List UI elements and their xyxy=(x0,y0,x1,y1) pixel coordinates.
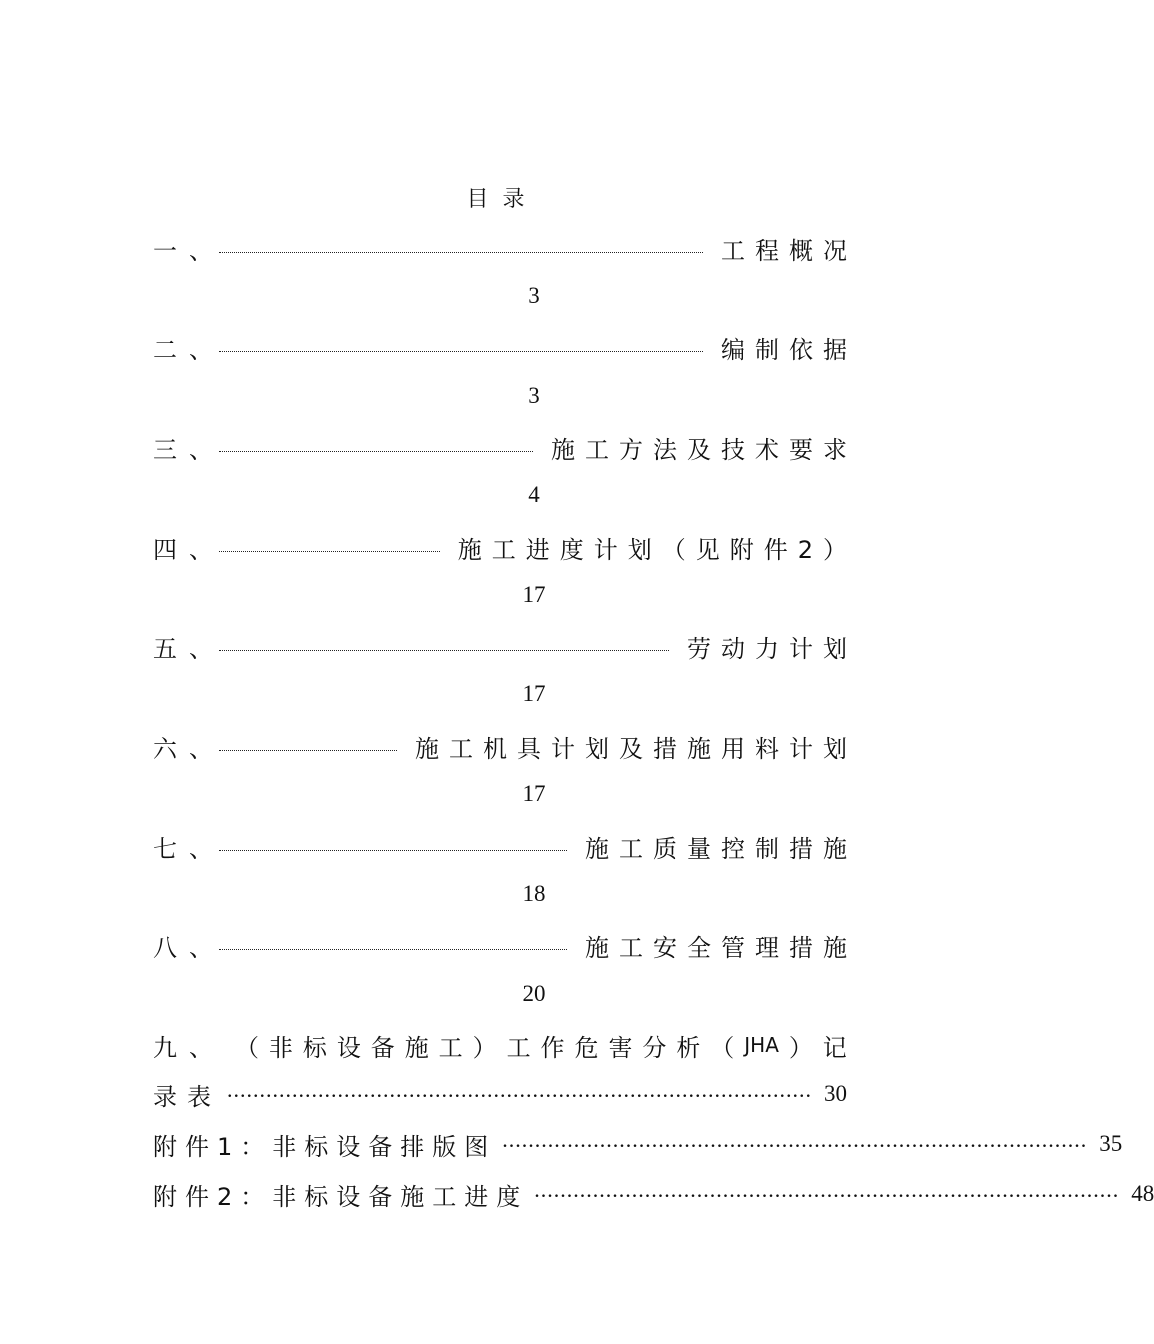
entry-label: 施工质量控制措施 xyxy=(585,834,857,863)
dot-leader: .......................................................................................... xyxy=(227,1077,812,1102)
entry-number: 九、 xyxy=(153,1033,225,1062)
toc-entry-9-line2[interactable] xyxy=(153,1074,847,1114)
entry-char: ） xyxy=(788,1033,813,1062)
toc-entry[interactable] xyxy=(153,925,857,965)
entry-char: 记 xyxy=(822,1033,847,1062)
toc-appendix-entry[interactable] xyxy=(153,1124,1123,1164)
entry-number: 六、 xyxy=(153,734,225,763)
entry-label: 工程概况 xyxy=(721,236,857,265)
entry-char: 工 xyxy=(506,1033,531,1062)
appendix-page-number: 35 xyxy=(1099,1131,1123,1156)
dot-leader: .......................................................................................... xyxy=(534,1177,1120,1202)
toc-entry[interactable] xyxy=(153,626,857,666)
entry-char: 施 xyxy=(404,1033,429,1062)
entry-number: 四、 xyxy=(153,535,225,564)
toc-entry[interactable] xyxy=(153,726,857,766)
entry-page-number: 3 xyxy=(528,283,540,308)
entry-char: 分 xyxy=(642,1033,667,1062)
toc-appendix-entry[interactable] xyxy=(153,1174,1154,1214)
entry-page-number: 4 xyxy=(528,482,540,507)
dot-leader xyxy=(219,551,440,552)
entry-char: 非 xyxy=(268,1033,293,1062)
toc-entry[interactable] xyxy=(153,527,857,567)
entry-label: 施工进度计划（见附件2） xyxy=(457,535,857,564)
entry-page-number: 17 xyxy=(522,582,546,607)
entry-number: 五、 xyxy=(153,634,225,663)
toc-entry[interactable] xyxy=(153,826,857,866)
entry-label: 施工安全管理措施 xyxy=(585,933,857,962)
dot-leader xyxy=(219,650,669,651)
dot-leader xyxy=(219,949,567,950)
entry-label: 劳动力计划 xyxy=(687,634,857,663)
entry-number: 一、 xyxy=(153,236,225,265)
dot-leader xyxy=(219,750,397,751)
entry-char: 备 xyxy=(370,1033,395,1062)
entry-char: 害 xyxy=(608,1033,633,1062)
entry-number: 二、 xyxy=(153,335,225,364)
dot-leader xyxy=(219,351,703,352)
entry-label-continued: 录表 xyxy=(153,1082,221,1111)
entry-char: （ xyxy=(234,1033,259,1062)
dot-leader: .......................................................................................... xyxy=(502,1127,1088,1152)
entry-char: 标 xyxy=(302,1033,327,1062)
toc-entry[interactable] xyxy=(153,327,857,367)
toc-title: 目录 xyxy=(466,187,539,212)
entry-page-number: 17 xyxy=(522,681,546,706)
entry-page-number: 17 xyxy=(522,781,546,806)
entry-char: 析 xyxy=(676,1033,701,1062)
toc-entry[interactable] xyxy=(153,228,857,268)
entry-char: JHA xyxy=(744,1033,779,1057)
entry-char: 危 xyxy=(574,1033,599,1062)
entry-label: 施工方法及技术要求 xyxy=(551,435,857,464)
appendix-page-number: 48 xyxy=(1131,1181,1154,1206)
entry-char: ） xyxy=(472,1033,497,1062)
entry-char: 作 xyxy=(540,1033,565,1062)
entry-label: 施工机具计划及措施用料计划 xyxy=(415,734,857,763)
appendix-label: 附件1：非标设备排版图 xyxy=(153,1132,497,1161)
dot-leader xyxy=(219,451,533,452)
dot-leader xyxy=(219,850,567,851)
entry-number: 七、 xyxy=(153,834,225,863)
appendix-label: 附件2：非标设备施工进度 xyxy=(153,1182,529,1211)
entry-page-number: 3 xyxy=(528,383,540,408)
entry-char: 工 xyxy=(438,1033,463,1062)
entry-page-number: 20 xyxy=(522,981,546,1006)
entry-page-number: 30 xyxy=(824,1081,847,1106)
entry-number: 八、 xyxy=(153,933,225,962)
toc-entry[interactable] xyxy=(153,427,857,467)
entry-page-number: 18 xyxy=(522,881,546,906)
entry-number: 三、 xyxy=(153,435,225,464)
entry-label: 编制依据 xyxy=(721,335,857,364)
dot-leader xyxy=(219,252,703,253)
entry-char: 设 xyxy=(336,1033,361,1062)
toc-entry-9-line1[interactable] xyxy=(153,1025,847,1065)
entry-char: （ xyxy=(710,1033,735,1062)
